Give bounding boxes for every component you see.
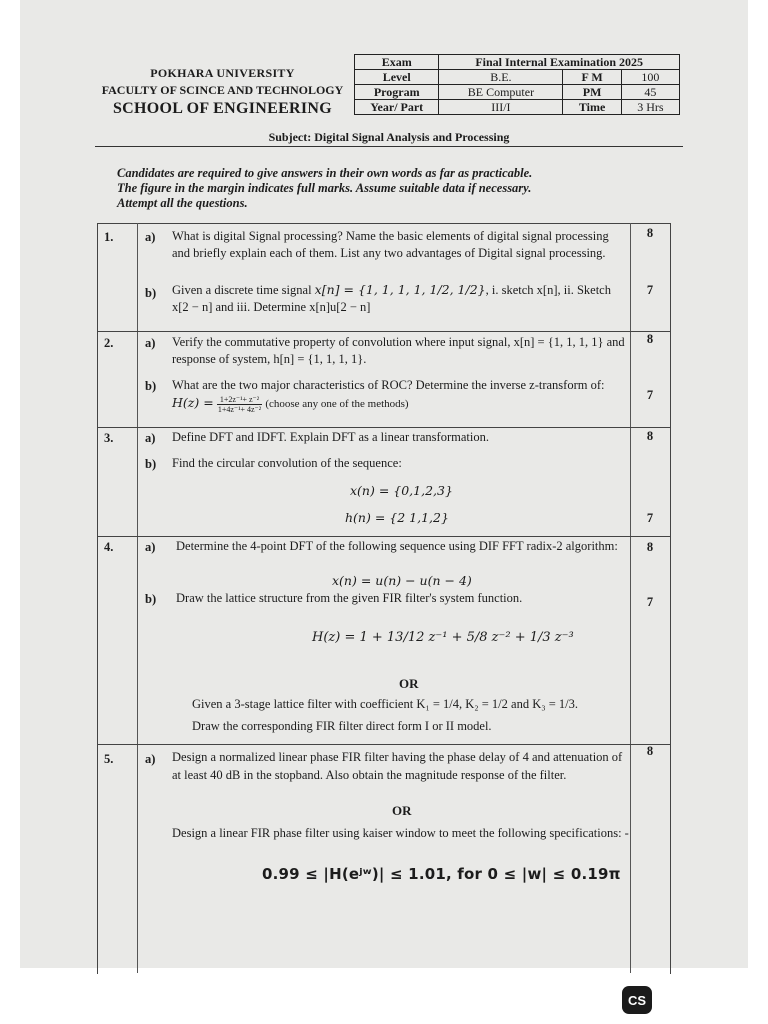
question-text: Define DFT and IDFT. Explain DFT as a linear transformation. <box>172 430 489 444</box>
question-number: 5. <box>104 752 114 766</box>
time-label: Time <box>563 100 621 115</box>
time-value: 3 Hrs <box>621 100 679 115</box>
camscanner-logo: CS <box>622 986 652 1014</box>
marks: 7 <box>646 283 654 297</box>
faculty-name: FACULTY OF SCINCE AND TECHNOLOGY <box>101 83 344 97</box>
question-text: Given a discrete time signal x[n] = {1, 1, 1, 1, 1/2, 1/2}, i. sketch x[n], ii. Sketch x[2 − n] and iii. Determine x[n]u[2 − n] <box>172 282 611 314</box>
university-name: POKHARA UNIVERSITY <box>150 66 295 80</box>
part-label: b) <box>145 592 157 606</box>
year-label: Year/ Part <box>355 100 439 115</box>
marks: 8 <box>646 226 654 240</box>
fm-value: 100 <box>621 70 679 85</box>
school-name: SCHOOL OF ENGINEERING <box>112 100 333 117</box>
marks: 8 <box>646 332 654 346</box>
marks: 7 <box>646 595 654 609</box>
part-label: a) <box>145 336 156 350</box>
transfer-function-fraction: $\frac{\text{1+2z⁻¹+ z⁻²}}{\text{1+4z⁻¹+ 4z⁻²}}$ <box>217 394 262 414</box>
exam-info-table <box>354 54 680 115</box>
marks: 7 <box>646 511 654 525</box>
level-label: Level <box>355 70 439 85</box>
subject-divider <box>95 146 683 147</box>
marks: 8 <box>646 429 654 443</box>
instruction-line: Attempt all the questions. <box>117 196 248 210</box>
program-label: Program <box>355 85 439 100</box>
marks: 7 <box>646 388 654 402</box>
question-text: What is digital Signal processing? Name the basic elements of digital signal processing and briefly explain each of them. List any two advantages of Digital signal processing. <box>172 229 609 260</box>
or-divider: OR <box>399 676 419 691</box>
question-number: 3. <box>104 431 114 445</box>
institution-header <box>90 66 355 118</box>
column-divider <box>137 223 138 973</box>
part-label: a) <box>145 540 156 554</box>
instruction-line: The figure in the margin indicates full marks. Assume suitable data if necessary. <box>117 181 532 195</box>
part-label: a) <box>145 752 156 766</box>
question-text: Given a 3-stage lattice filter with coefficient K₁ = 1/4, K₂ = 1/2 and K₃ = 1/3. <box>192 697 578 711</box>
part-label: a) <box>145 431 156 445</box>
part-label: a) <box>145 230 156 244</box>
question-text: Verify the commutative property of convolution where input signal, x[n] = {1, 1, 1, 1} and response of system, h[n] = {1, 1, 1, 1}. <box>172 335 625 366</box>
question-number: 4. <box>104 540 114 554</box>
equation: x(n) = u(n) − u(n − 4) <box>332 573 472 588</box>
question-number: 2. <box>104 336 114 350</box>
exam-value: Final Internal Examination 2025 <box>439 55 680 70</box>
part-label: b) <box>145 457 157 471</box>
row-divider <box>97 744 671 745</box>
row-divider <box>97 427 671 428</box>
pm-value: 45 <box>621 85 679 100</box>
marks: 8 <box>646 744 654 758</box>
question-text: Find the circular convolution of the sequence: <box>172 456 402 470</box>
marks: 8 <box>646 540 654 554</box>
year-value: III/I <box>439 100 563 115</box>
equation: H(z) = 1 + 13/12 z⁻¹ + 5/8 z⁻² + 1/3 z⁻³ <box>312 630 574 645</box>
handwritten-specification: 0.99 ≤ |H(eʲʷ)| ≤ 1.01, for 0 ≤ |w| ≤ 0.19π <box>262 865 621 883</box>
question-number: 1. <box>104 230 114 244</box>
question-text: What are the two major characteristics of ROC? Determine the inverse z-transform of: H(z) = $\frac{\text{1+2z⁻¹+ z⁻²}}{\text{1+4z⁻¹+ 4z⁻²}}$ (choose any one of the methods) <box>172 378 605 414</box>
signal-expression: x[n] = {1, 1, 1, 1, 1/2, 1/2} <box>314 282 486 297</box>
instruction-line: Candidates are required to give answers in their own words as far as practicable. <box>117 166 533 180</box>
level-value: B.E. <box>439 70 563 85</box>
question-text: Design a linear FIR phase filter using kaiser window to meet the following specifications: - <box>172 826 629 840</box>
program-value: BE Computer <box>439 85 563 100</box>
part-label: b) <box>145 286 157 300</box>
pm-label: PM <box>563 85 621 100</box>
row-divider <box>97 331 671 332</box>
question-text: Determine the 4-point DFT of the following sequence using DIF FFT radix-2 algorithm: <box>176 539 618 553</box>
question-text: Draw the lattice structure from the given FIR filter's system function. <box>176 591 523 605</box>
fm-label: F M <box>563 70 621 85</box>
exam-label: Exam <box>355 55 439 70</box>
instructions <box>117 166 532 211</box>
part-label: b) <box>145 379 157 393</box>
subject-title: Subject: Digital Signal Analysis and Processing <box>268 130 510 144</box>
equation: x(n) = {0,1,2,3} <box>350 483 453 498</box>
or-divider: OR <box>392 803 412 818</box>
row-divider <box>97 536 671 537</box>
equation: h(n) = {2 1,1,2} <box>345 510 449 525</box>
question-text: Draw the corresponding FIR filter direct form I or II model. <box>192 719 492 733</box>
question-text: Design a normalized linear phase FIR filter having the phase delay of 4 and attenuation of at least 40 dB in the stopband. Also obtain the magnitude response of the filter. <box>172 750 623 782</box>
